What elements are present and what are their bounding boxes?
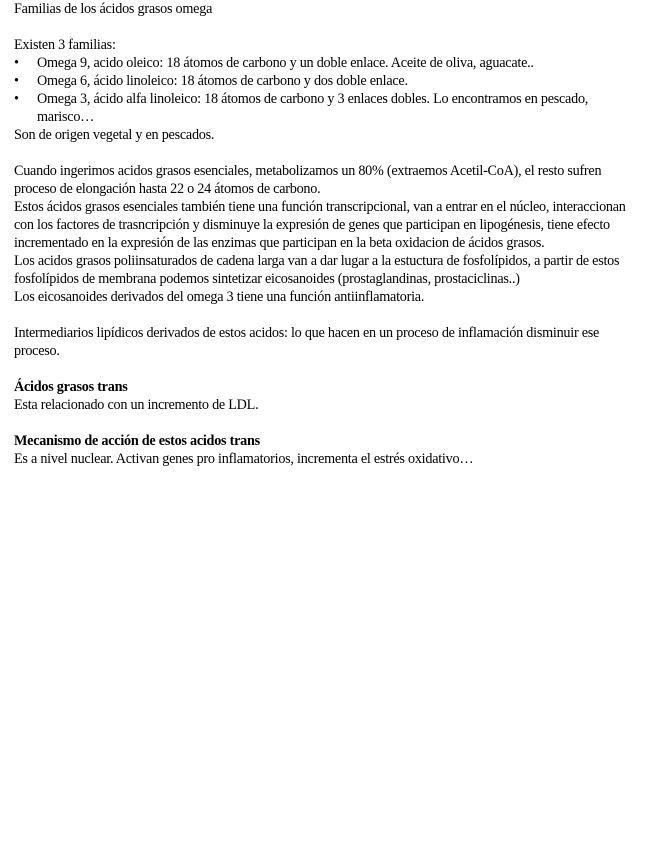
spacer xyxy=(14,144,644,162)
spacer xyxy=(14,414,644,432)
trans-heading: Ácidos grasos trans xyxy=(14,379,128,395)
bullet-icon: • xyxy=(14,91,19,107)
transcription-paragraph: Estos ácidos grasos esenciales también tiene una función transcripcional, van a entrar en el núcleo, interaccionan con los factores de trasncripción y disminuye la expresión de genes que participan en lipogénesis, tiene efecto incrementado en la expresión de las enzimas que participan en la beta oxidacion de ácidos grasos. xyxy=(14,199,626,251)
eicosanoids-paragraph: Los eicosanoides derivados del omega 3 tiene una función antiinflamatoria. xyxy=(14,289,425,305)
document-page xyxy=(14,0,644,468)
families-list xyxy=(14,54,644,126)
families-intro: Existen 3 familias: xyxy=(14,37,116,53)
phospholipids-paragraph: Los acidos grasos poliinsaturados de cadena larga van a dar lugar a la estuctura de fosfolípidos, a partir de estos fosfolípidos de membrana podemos sintetizar eicosanoides (prostaglandinas, prostaciclinas..) xyxy=(14,253,620,287)
origin-text: Son de origen vegetal y en pescados. xyxy=(14,127,215,143)
mechanism-heading: Mecanismo de acción de estos acidos trans xyxy=(14,433,260,449)
metabolism-paragraph: Cuando ingerimos acidos grasos esenciales, metabolizamos un 80% (extraemos Acetil-CoA), el resto sufren proceso de elongación hasta 22 o 24 átomos de carbono. xyxy=(14,163,602,197)
spacer xyxy=(14,306,644,324)
family-omega-3: Omega 3, ácido alfa linoleico: 18 átomos de carbono y 3 enlaces dobles. Lo encontramos en pescado, marisco… xyxy=(37,91,589,125)
list-item xyxy=(14,72,644,90)
title-line: Familias de los ácidos grasos omega xyxy=(14,1,213,17)
trans-text: Esta relacionado con un incremento de LDL. xyxy=(14,397,259,413)
intermediates-paragraph: Intermediarios lipídicos derivados de estos acidos: lo que hacen en un proceso de inflamación disminuir ese proceso. xyxy=(14,325,600,359)
mechanism-text: Es a nivel nuclear. Activan genes pro inflamatorios, incrementa el estrés oxidativo… xyxy=(14,451,474,467)
spacer xyxy=(14,360,644,378)
bullet-icon: • xyxy=(14,73,19,89)
bullet-icon: • xyxy=(14,55,19,71)
spacer xyxy=(14,18,644,36)
list-item xyxy=(14,54,644,72)
family-omega-9: Omega 9, acido oleico: 18 átomos de carbono y un doble enlace. Aceite de oliva, aguacate.. xyxy=(37,55,534,71)
family-omega-6: Omega 6, ácido linoleico: 18 átomos de carbono y dos doble enlace. xyxy=(37,73,408,89)
list-item xyxy=(14,90,644,126)
